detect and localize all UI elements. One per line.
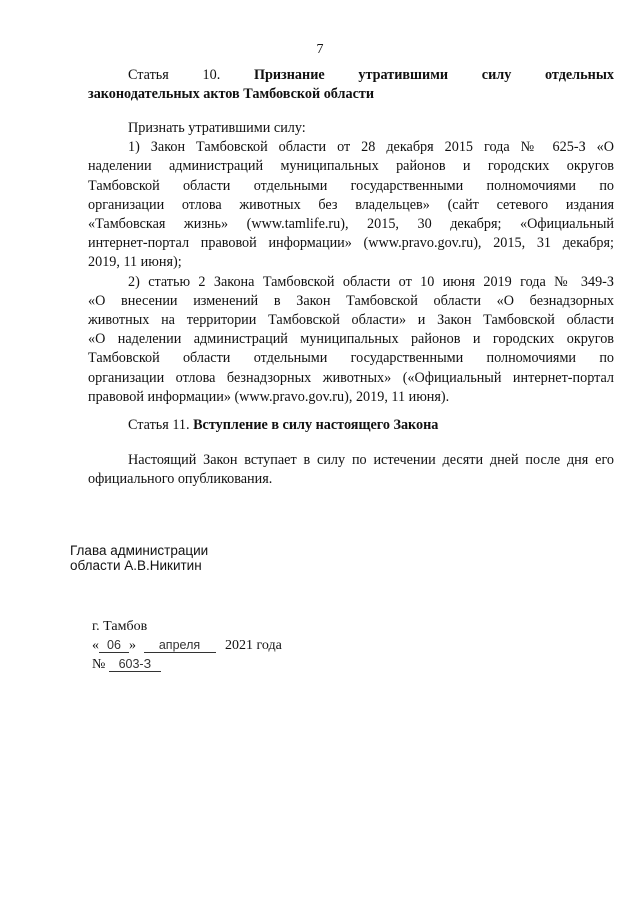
- article-10-title-line2: законодательных актов Тамбовской области: [88, 86, 375, 103]
- item2-line: 2) статью 2 Закона Тамбовской области от 10 июня 2019 года № 349-З: [128, 273, 614, 290]
- article-11: [88, 416, 614, 435]
- article-11-title: [88, 416, 614, 435]
- article-11-line: официального опубликования.: [88, 471, 273, 488]
- item2-line: правовой информации» (www.pravo.gov.ru), 2019, 11 июня).: [88, 388, 450, 405]
- article-11-body: [88, 451, 614, 489]
- item1-line: организации отлова животных без владельцев» (сайт сетевого издания: [88, 196, 614, 213]
- item1-line: интернет-портал правовой информации» (www.pravo.gov.ru), 2015, 31 декабря;: [88, 235, 614, 252]
- item2-line: Тамбовской области отдельными государственными полномочиями по: [88, 350, 614, 367]
- signature-block: [70, 543, 208, 573]
- item2-line: животных на территории Тамбовской области» и Закон Тамбовской области: [88, 312, 614, 329]
- date-line: [92, 636, 282, 655]
- title-word: отдельных: [545, 67, 614, 83]
- place-date-block: [92, 617, 282, 674]
- law-number: 603-З: [109, 658, 161, 672]
- article-10-title-line1: [88, 66, 614, 85]
- quote-close: »: [129, 638, 136, 653]
- item1-line: Тамбовской области отдельными государственными полномочиями по: [88, 177, 614, 194]
- item2-line: «О внесении изменений в Закон Тамбовской области «О безнадзорных: [88, 292, 614, 309]
- article-10-intro: Признать утратившими силу:: [128, 120, 306, 136]
- item2-line: организации отлова безнадзорных животных» («Официальный интернет-портал: [88, 369, 614, 386]
- item1-line: наделении администраций муниципальных районов и городских округов: [88, 158, 614, 175]
- number-label: №: [92, 657, 106, 672]
- item1-line: 2019, 11 июня);: [88, 254, 182, 271]
- title-word: Признание: [253, 67, 325, 83]
- item2-line: «О наделении администраций муниципальных районов и городских округов: [88, 331, 614, 348]
- signature-position: Глава администрации: [70, 543, 209, 558]
- article-10-body: [88, 119, 614, 407]
- title-word: утратившими: [358, 67, 449, 83]
- article-11-title-text: Вступление в силу настоящего Закона: [193, 417, 439, 433]
- quote-open: «: [92, 638, 99, 653]
- number-line: [92, 655, 282, 674]
- title-word: силу: [481, 67, 512, 83]
- date-year: 2021 года: [225, 638, 282, 653]
- article-10-label: Статья: [128, 67, 169, 83]
- city: г. Тамбов: [92, 619, 148, 634]
- article-10: [88, 66, 614, 104]
- signature-name: области А.В.Никитин: [70, 558, 202, 573]
- article-11-label: Статья 11.: [128, 417, 190, 433]
- article-11-line: Настоящий Закон вступает в силу по истечении десяти дней после дня его: [128, 452, 614, 468]
- item1-line: 1) Закон Тамбовской области от 28 декабря 2015 года № 625-З «О: [128, 139, 614, 156]
- date-day: 06: [99, 639, 129, 653]
- page-number: 7: [316, 42, 324, 57]
- article-10-number: 10.: [202, 67, 221, 83]
- date-month: апреля: [144, 639, 216, 653]
- item1-line: «Тамбовская жизнь» (www.tamlife.ru), 2015, 30 декабря; «Официальный: [88, 216, 614, 233]
